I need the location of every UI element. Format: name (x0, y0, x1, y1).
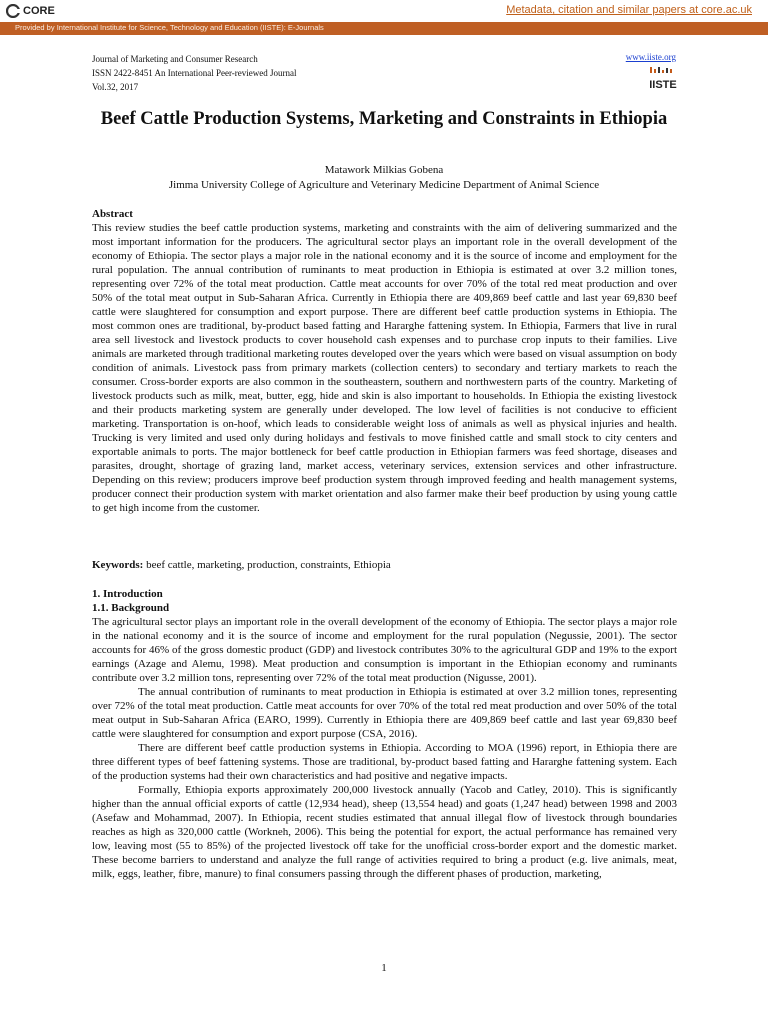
journal-issn: ISSN 2422-8451 An International Peer-reviewed Journal (92, 68, 297, 78)
subsection-heading-background: 1.1. Background (92, 602, 170, 614)
author-name: Matawork Milkias Gobena (324, 164, 444, 176)
author-affiliation: Jimma University College of Agriculture and Veterinary Medicine Department of Animal Science (168, 179, 600, 191)
core-logo-icon (6, 4, 20, 18)
core-logo-text: CORE (23, 5, 55, 17)
author-block (92, 163, 676, 193)
core-header-bar (0, 0, 768, 23)
intro-paragraphs (92, 615, 677, 881)
journal-volume: Vol.32, 2017 (92, 82, 139, 92)
journal-header (92, 52, 297, 94)
provided-by-bar (0, 22, 768, 35)
journal-website-link[interactable]: www.iiste.org (625, 52, 676, 62)
core-metadata-link[interactable]: Metadata, citation and similar papers at core.ac.uk (506, 4, 752, 16)
abstract-text: This review studies the beef cattle production systems, marketing and constraints with the aim of delivering summarized and the most important information for the producers. The agricultural sector plays an important role in the overall development of the economy of Ethiopia. The sector plays a major role in the national economy and it is the source of income and employment for the rural population. The annual contribution of ruminants to meat production in Ethiopia is estimated at over 3.2 million tones, representing over 72% of the total meat production. Cattle meat accounts for over 70% of the total red meat production and over 50% of the total meat output in Sub-Saharan Africa. Currently in Ethiopia there are 409,869 beef cattle and last year 69,830 beef cattle were slaughtered for consumption and export purpose. There are different beef cattle production systems in Ethiopia. The most common ones are traditional, by-product based fatting and Hararghe fattening system. In Ethiopia, Farmers that live in rural area sell livestock and livestock products to cover household cash expenses and to purchase crop inputs to their families. Live animals are marketed through traditional marketing routes developed over the years which were based on visual assumption on body condition of animals. Livestock pass from primary markets (collection centers) to secondary and tertiary markets to reach the consumer. Cross-border exports are also common in the southeastern, southern and northwestern parts of the country. Marketing of livestock products such as milk, meat, butter, egg, hide and skin is also important to households. In Ethiopia the existing livestock and their products marketing system are generally under developed. The low level of facilities is not conducive to efficient marketing. Transportation is on-hoof, which leads to considerable weight loss of animals as well as physical injuries and health. Trucking is very limited and used only during holidays and festivals to move finished cattle and small stock to city centers and exportable animals to ports. The major bottleneck for beef cattle production in Ethiopian farmers was feed shortage, diseases and parasites, drought, shortage of grazing land, market access, veterinary services, extension services and other infrastructure. Depending on this review; producers improve beef production system through improved feeding and health management systems, producer connect their production system with market orientation and also farmer make their beef production by using young cattle to get high income from the customer. (92, 222, 677, 514)
keywords-text: beef cattle, marketing, production, constraints, Ethiopia (143, 559, 391, 571)
paragraph: The annual contribution of ruminants to meat production in Ethiopia is estimated at over 3.2 million tones, representing over 72% of the total meat production. Cattle meat accounts for over 70% of the total red meat production and over 50% of the total meat output in Sub-Saharan Africa (EARO, 1999). Currently in Ethiopia there are 409,869 beef cattle and last year 69,830 beef cattle were slaughtered for consumption and export purpose (CSA, 2016). (92, 686, 677, 740)
abstract-heading: Abstract (92, 208, 133, 220)
journal-name: Journal of Marketing and Consumer Research (92, 54, 258, 64)
page-number: 1 (381, 962, 387, 974)
paragraph: The agricultural sector plays an important role in the overall development of the economy of Ethiopia. The sector plays a major role in the national economy and it is the source of income and employment for the rural population (Negussie, 2001). The sector accounts for 46% of the gross domestic product (GDP) and livestock contributes 30% to the agricultural GDP and 19% to the export earnings (Azage and Alemu, 1998). Meat production and consumption is important in the Ethiopian economy and ruminants contribute over 3.2 million tons, representing over 72% of the total meat production (Nigusse, 2001). (92, 616, 677, 684)
core-logo[interactable] (6, 3, 55, 19)
provided-by-text[interactable]: Provided by International Institute for Science, Technology and Education (IISTE): E-Journals (15, 23, 324, 32)
paper-title: Beef Cattle Production Systems, Marketing and Constraints in Ethiopia (100, 109, 668, 129)
paragraph: There are different beef cattle production systems in Ethiopia. According to MOA (1996) report, in Ethiopia there are three different types of beef fattening systems. Those are traditional, by-product based fatting and Hararghe fattening system. Each of the production systems had their own characteristics and had positive and negative impacts. (92, 742, 677, 782)
iiste-logo-text: IISTE (649, 79, 677, 91)
section-heading-introduction: 1. Introduction (92, 588, 163, 600)
iiste-logo-icon (648, 66, 678, 92)
paragraph: Formally, Ethiopia exports approximately 200,000 livestock annually (Yacob and Catley, 2010). This is significantly higher than the annual official exports of cattle (12,934 head), sheep (13,554 head) and goats (1,247 head) between 1998 and 2003 (Asefaw and Mohammad, 2007). In Ethiopia, recent studies estimated that annual illegal flow of livestock through boundaries reaches as high as 320,000 cattle (Workneh, 2006). This being the potential for export, the actual performance has remained very low, leaving most (55 to 85%) of the projected livestock off take for the unofficial cross-border export and the domestic market. These become barriers to understand and analyze the full range of activities required to bring a product (e.g. live animals, meat, milk, eggs, leather, fibre, manure) to final consumers passing through the different phases of production, marketing, (92, 784, 677, 880)
keywords-label: Keywords: (92, 559, 144, 571)
keywords-line (92, 558, 677, 572)
